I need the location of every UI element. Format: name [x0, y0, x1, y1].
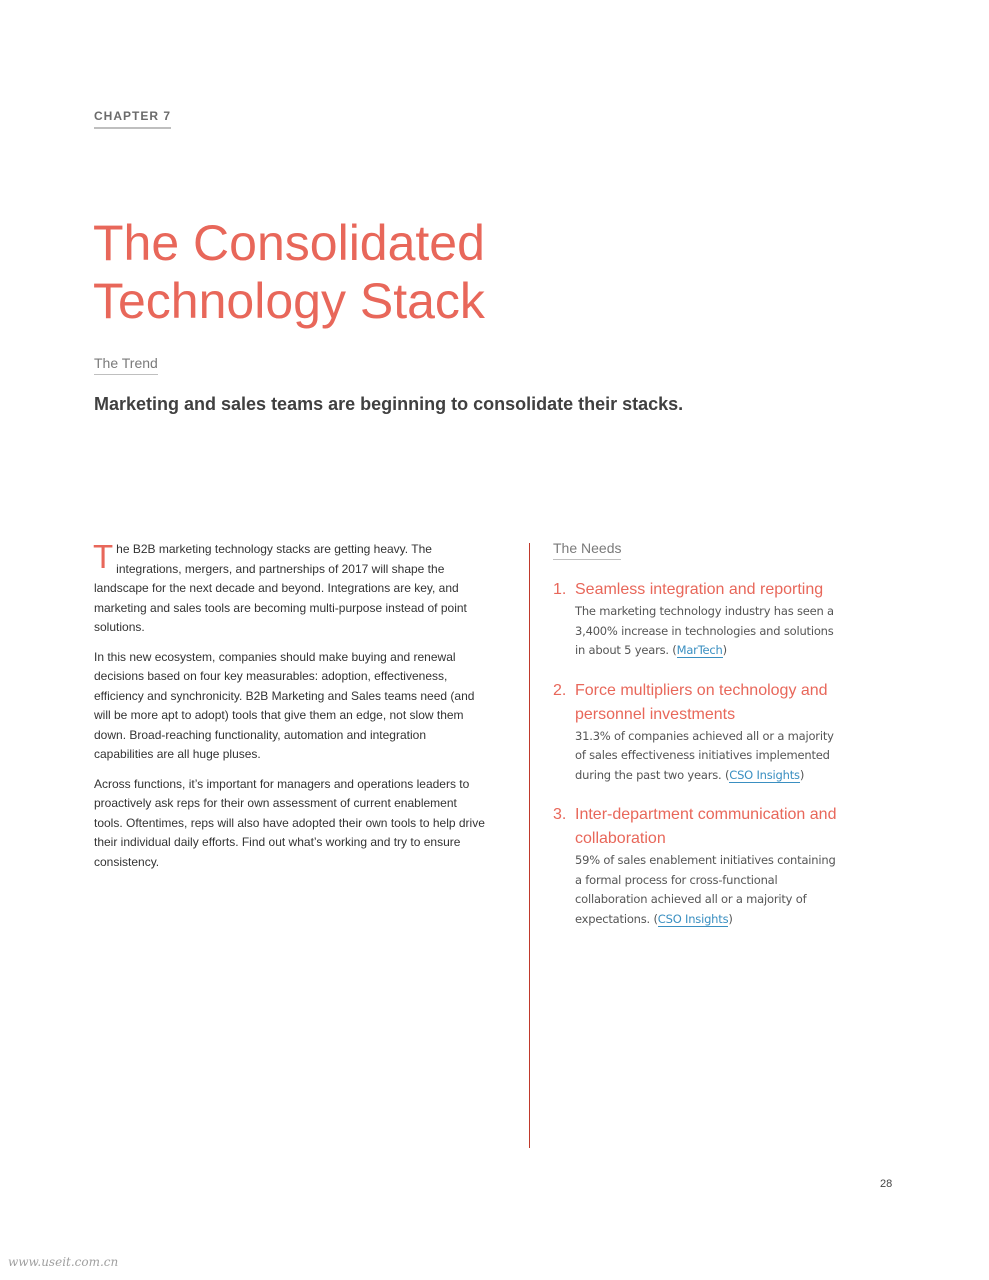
needs-label: The Needs — [553, 540, 621, 560]
source-link-cso-insights[interactable]: CSO Insights — [657, 911, 729, 926]
need-desc-text: 59% of sales enablement initiatives containing a formal process for cross-functional collaboration achieved all or a majority of expectations. ( — [575, 853, 836, 926]
need-description — [575, 727, 843, 786]
body-paragraph-1-text: he B2B marketing technology stacks are getting heavy. The integrations, mergers, and partnerships of 2017 will shape the landscape for the next decade and beyond. Integrations are key, and marketing and sales tools are becoming multi-purpose instead of point solutions. — [94, 542, 467, 634]
need-desc-close: ) — [728, 911, 733, 926]
body-paragraph-2: In this new ecosystem, companies should make buying and renewal decisions based on four key measurables: adoption, effectiveness, efficiency and synchronicity. B2B Marketing and Sales teams need (and will be more apt to adopt) tools that give them an edge, not slow them down. Broad-reaching functionality, automation and integration capabilities are all huge pluses. — [94, 649, 475, 761]
page-number: 28 — [880, 1178, 893, 1190]
need-item — [553, 578, 843, 661]
need-description — [575, 851, 843, 929]
title-line-2: Technology Stack — [93, 273, 485, 329]
drop-cap: T — [93, 538, 114, 575]
need-desc-close: ) — [799, 767, 805, 782]
body-paragraph-3: Across functions, it’s important for managers and operations leaders to proactively ask reps for their own assessment of current enablement tools. Oftentimes, reps will also have adopted their own tools to help drive their individual daily efforts. Find out what’s working and try to ensure consistency. — [94, 776, 485, 869]
source-link-martech[interactable]: MarTech — [676, 643, 723, 657]
trend-label: The Trend — [94, 355, 158, 375]
column-divider — [529, 543, 530, 1148]
watermark: www.useit.com.cn — [8, 1255, 119, 1269]
need-title: Inter-department communication and collaboration — [575, 806, 837, 847]
needs-column — [553, 540, 843, 929]
need-item — [553, 679, 843, 786]
page-title — [93, 214, 693, 330]
chapter-label: CHAPTER 7 — [94, 109, 171, 129]
body-paragraph-1 — [94, 540, 486, 638]
need-description — [575, 602, 843, 661]
trend-headline: Marketing and sales teams are beginning to consolidate their stacks. — [94, 394, 684, 414]
title-line-1: The Consolidated — [93, 215, 485, 271]
body-column — [94, 540, 486, 882]
need-desc-text: 31.3% of companies achieved all or a majority of sales effectiveness initiatives implemented during the past two years. ( — [575, 728, 834, 782]
need-number: 2. — [553, 681, 567, 699]
need-number: 3. — [553, 806, 567, 823]
need-desc-close: ) — [722, 643, 727, 657]
need-item — [553, 803, 843, 929]
need-title: Force multipliers on technology and personnel investments — [575, 681, 828, 723]
need-desc-text: The marketing technology industry has seen a 3,400% increase in technologies and solutions in about 5 years. ( — [575, 604, 834, 657]
source-link-cso-insights[interactable]: CSO Insights — [729, 767, 800, 782]
need-title: Seamless integration and reporting — [575, 581, 824, 598]
need-number: 1. — [553, 581, 567, 598]
